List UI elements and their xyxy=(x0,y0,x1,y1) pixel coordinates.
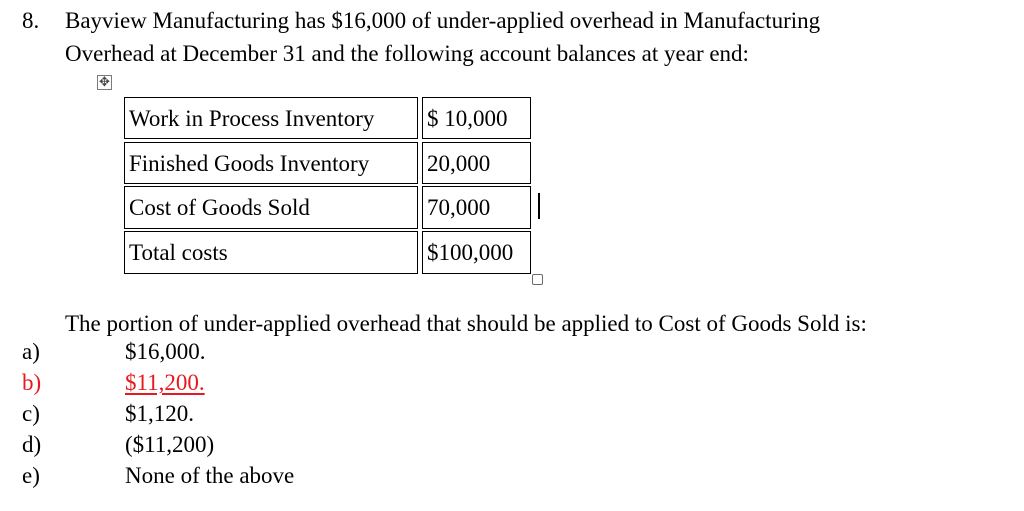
table-row-label[interactable]: Total costs xyxy=(124,231,418,274)
option-d-letter: d) xyxy=(22,432,42,457)
question-number: 8. xyxy=(22,8,40,33)
option-c-letter: c) xyxy=(22,401,40,426)
option-c-text: $1,120. xyxy=(125,401,194,426)
table-resize-handle[interactable] xyxy=(532,274,543,285)
text-cursor xyxy=(538,193,540,219)
option-b-text: $11,200. xyxy=(125,370,205,395)
table-row-label[interactable]: Finished Goods Inventory xyxy=(124,142,418,184)
table-move-icon[interactable]: ✥ xyxy=(97,75,112,90)
option-a-text: $16,000. xyxy=(125,339,206,364)
table-row-label[interactable]: Work in Process Inventory xyxy=(124,97,418,139)
table-row-value[interactable]: 20,000 xyxy=(422,142,531,184)
option-b-letter: b) xyxy=(22,370,42,395)
table-row-value[interactable]: $100,000 xyxy=(422,231,531,274)
option-d-text: ($11,200) xyxy=(125,432,215,457)
option-e-letter: e) xyxy=(22,463,40,488)
question-text-line2: Overhead at December 31 and the following account balances at year end: xyxy=(65,41,749,66)
table-row-label[interactable]: Cost of Goods Sold xyxy=(124,186,418,229)
question-text-line1: Bayview Manufacturing has $16,000 of under-applied overhead in Manufacturing xyxy=(65,8,821,33)
option-a-letter: a) xyxy=(22,339,40,364)
table-row-value[interactable]: 70,000 xyxy=(422,186,531,229)
option-e-text: None of the above xyxy=(125,463,295,488)
table-row-value[interactable]: $ 10,000 xyxy=(422,97,531,139)
question-prompt: The portion of under-applied overhead that should be applied to Cost of Goods Sold is: xyxy=(65,311,867,336)
